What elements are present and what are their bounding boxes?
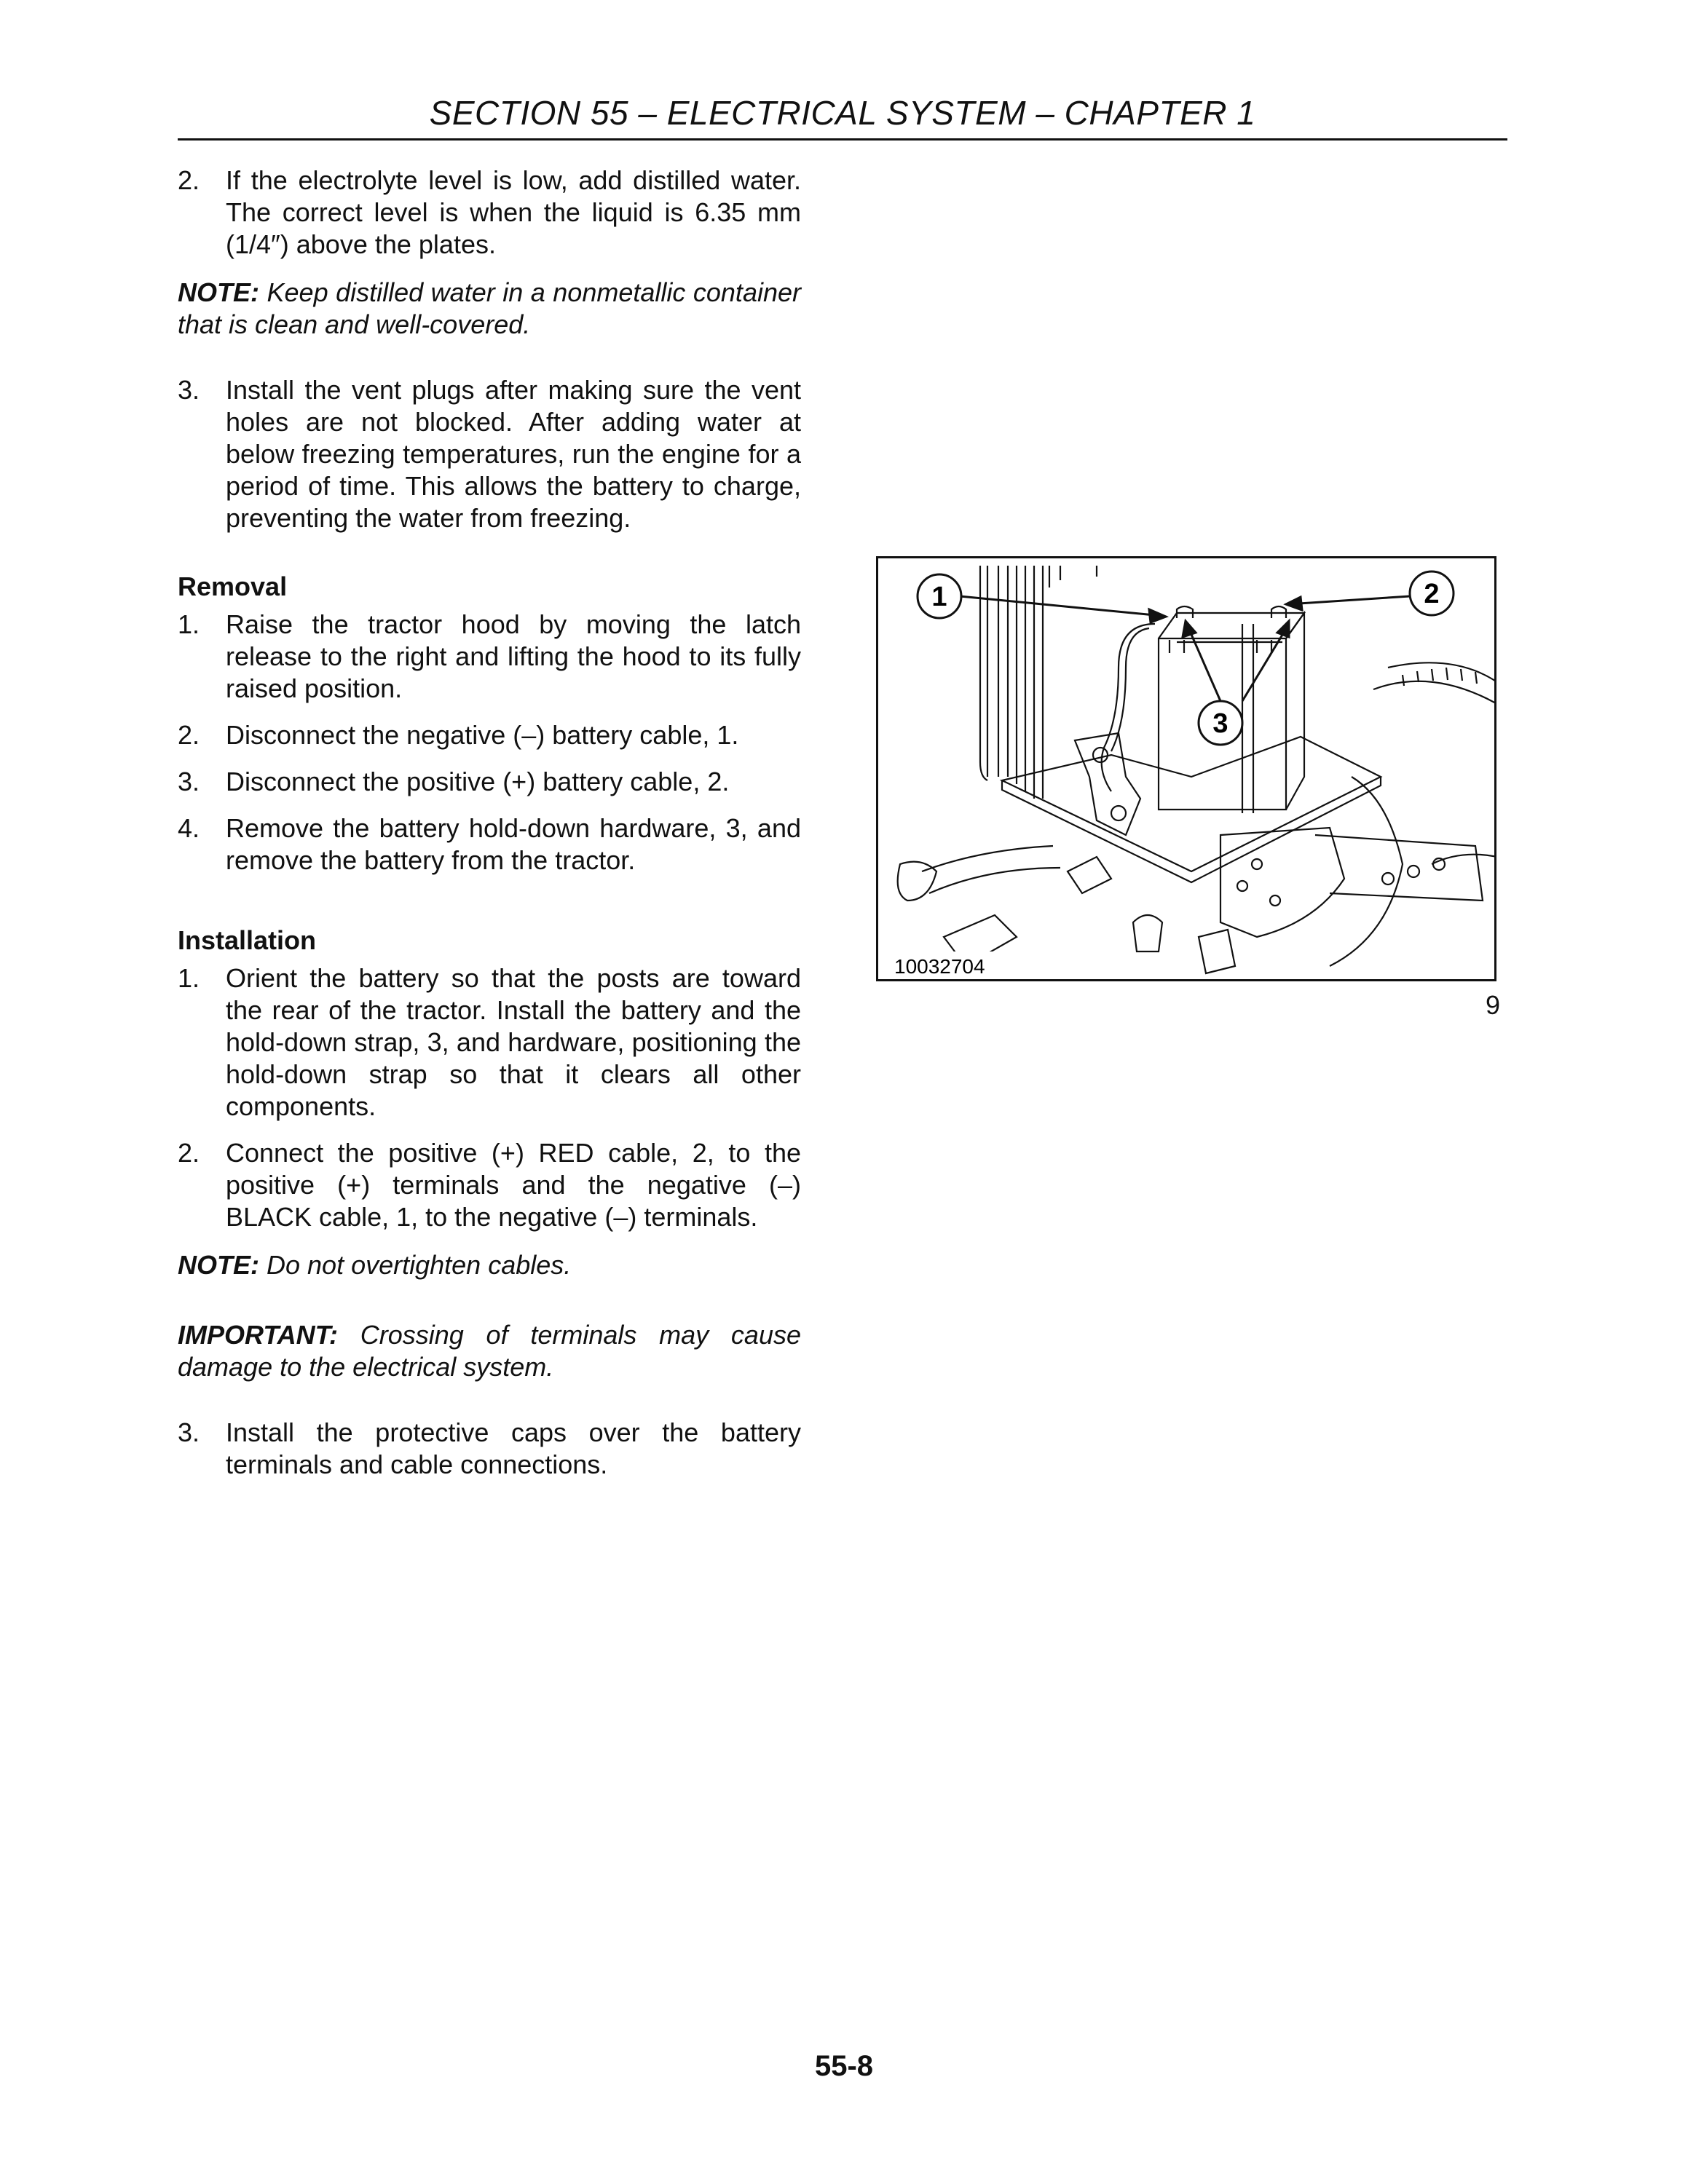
note-label: NOTE: bbox=[178, 277, 259, 307]
callout-2-label: 2 bbox=[1424, 579, 1440, 609]
important-text: Crossing of terminals may cause damage to the electrical system. bbox=[178, 1320, 801, 1382]
callout-1-label: 1 bbox=[931, 582, 947, 612]
note-text: Keep distilled water in a nonmetallic container that is clean and well-covered. bbox=[178, 277, 801, 339]
figure-code: 10032704 bbox=[894, 955, 985, 978]
installation-heading: Installation bbox=[178, 925, 317, 955]
step-number: 4. bbox=[178, 813, 200, 843]
list-item bbox=[178, 766, 801, 798]
list-item bbox=[178, 812, 801, 877]
important-note bbox=[178, 1319, 801, 1383]
battery-figure bbox=[876, 556, 1496, 981]
list-item bbox=[178, 374, 801, 534]
step-number: 1. bbox=[178, 963, 200, 993]
note-label: NOTE: bbox=[178, 1250, 259, 1280]
removal-heading: Removal bbox=[178, 571, 288, 601]
step-text: If the electrolyte level is low, add distilled water. The correct level is when the liquid is 6.35 mm (1/4″) above the plates. bbox=[226, 165, 801, 259]
list-item bbox=[178, 719, 801, 751]
step-text: Orient the battery so that the posts are toward the rear of the tractor. Install the battery and the hold-down strap, 3, and hardware, positioning the hold-down strap so that it clears all other components. bbox=[226, 963, 801, 1121]
step-text: Connect the positive (+) RED cable, 2, to the positive (+) terminals and the negative (–) BLACK cable, 1, to the negative (–) terminals. bbox=[226, 1138, 801, 1232]
note-electrolyte bbox=[178, 277, 801, 341]
list-item bbox=[178, 1417, 801, 1481]
step-number: 2. bbox=[178, 1138, 200, 1168]
section-header: SECTION 55 – ELECTRICAL SYSTEM – CHAPTER 1 bbox=[429, 94, 1256, 132]
step-number: 3. bbox=[178, 767, 200, 796]
page-number: 55-8 bbox=[814, 2050, 874, 2082]
step-text: Raise the tractor hood by moving the latch release to the right and lifting the hood to its fully raised position. bbox=[226, 609, 801, 703]
step-text: Install the protective caps over the battery terminals and cable connections. bbox=[226, 1417, 801, 1479]
figure-number: 9 bbox=[1485, 990, 1500, 1020]
step-number: 2. bbox=[178, 720, 200, 750]
step-text: Remove the battery hold-down hardware, 3, and remove the battery from the tractor. bbox=[226, 813, 801, 875]
list-item bbox=[178, 962, 801, 1123]
callout-3-label: 3 bbox=[1212, 708, 1228, 739]
note-text: Do not overtighten cables. bbox=[267, 1250, 572, 1280]
header-rule bbox=[178, 138, 1507, 141]
step-text: Install the vent plugs after making sure the vent holes are not blocked. After adding water at below freezing temperatures, run the engine for a period of time. This allows the battery to charge, preventing the water from freezing. bbox=[226, 375, 801, 533]
list-item bbox=[178, 609, 801, 705]
battery-illustration bbox=[878, 558, 1496, 981]
main-text-column bbox=[178, 165, 801, 1495]
step-number: 1. bbox=[178, 609, 200, 639]
note-overtighten bbox=[178, 1249, 801, 1281]
list-item bbox=[178, 1137, 801, 1233]
step-number: 2. bbox=[178, 165, 200, 195]
important-label: IMPORTANT: bbox=[178, 1320, 338, 1350]
step-text: Disconnect the positive (+) battery cable, 2. bbox=[226, 767, 730, 796]
step-text: Disconnect the negative (–) battery cable, 1. bbox=[226, 720, 739, 750]
list-item bbox=[178, 165, 801, 261]
step-number: 3. bbox=[178, 1417, 200, 1447]
step-number: 3. bbox=[178, 375, 200, 405]
